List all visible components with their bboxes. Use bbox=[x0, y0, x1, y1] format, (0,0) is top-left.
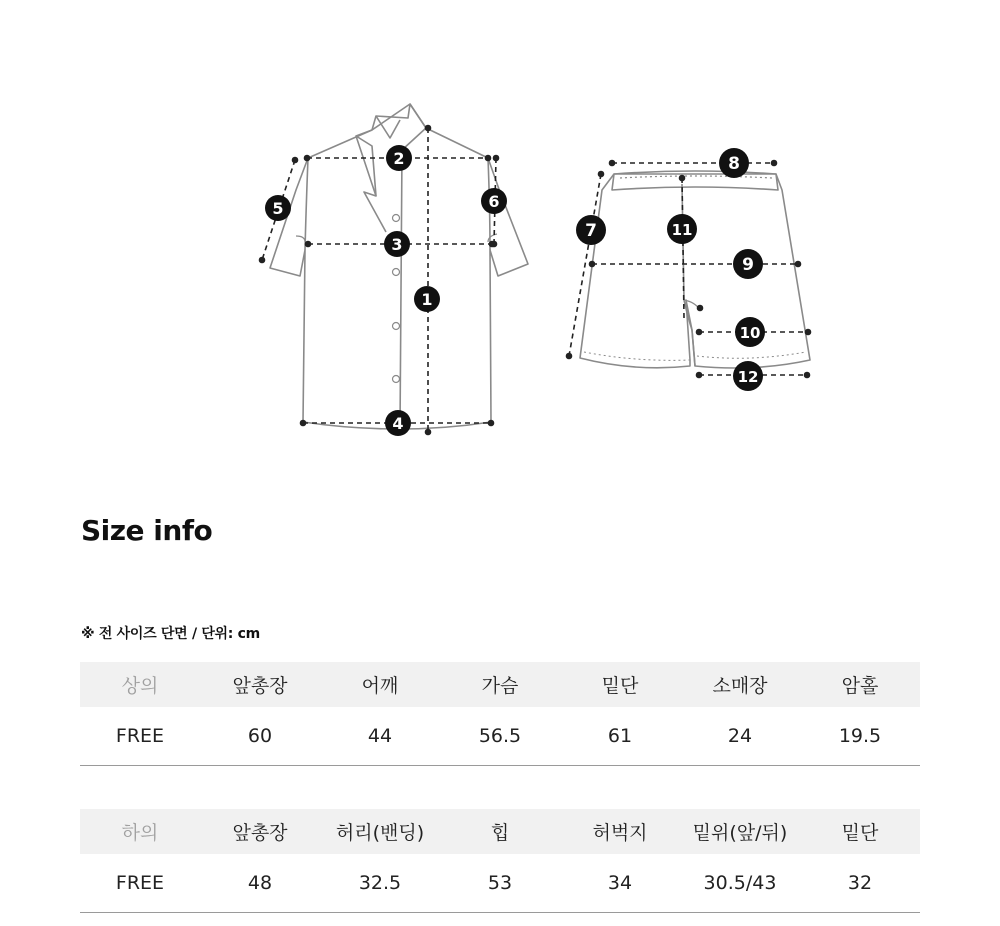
header-cell: 암홀 bbox=[841, 675, 879, 697]
header-cell: 상의 bbox=[121, 675, 159, 697]
table-header bbox=[80, 662, 920, 707]
table-header bbox=[80, 809, 920, 854]
header-cell: 밑위(앞/뒤) bbox=[692, 822, 788, 844]
header-cell: 밑단 bbox=[841, 822, 879, 844]
svg-text:12: 12 bbox=[737, 368, 759, 386]
header-cell: 가슴 bbox=[481, 675, 519, 697]
marker-6 bbox=[481, 188, 507, 214]
header-cell: 하의 bbox=[121, 822, 159, 844]
header-cell: 밑단 bbox=[601, 675, 639, 697]
header-cell: 소매장 bbox=[712, 675, 768, 697]
marker-1 bbox=[414, 286, 440, 312]
table-cell: 32 bbox=[847, 872, 873, 894]
svg-text:9: 9 bbox=[742, 255, 754, 275]
svg-text:5: 5 bbox=[272, 199, 284, 218]
top-size-table bbox=[80, 662, 920, 766]
header-cell: 허리(밴딩) bbox=[335, 822, 425, 844]
marker-7 bbox=[576, 215, 606, 245]
svg-text:2: 2 bbox=[393, 149, 405, 168]
table-cell: 30.5/43 bbox=[703, 872, 777, 894]
table-cell: 24 bbox=[727, 725, 753, 747]
table-cell: 56.5 bbox=[478, 725, 522, 747]
header-cell: 힙 bbox=[490, 822, 510, 844]
size-info-title: Size info bbox=[81, 514, 213, 547]
marker-5 bbox=[265, 195, 291, 221]
unit-note: ※ 전 사이즈 단면 / 단위: cm bbox=[81, 626, 260, 642]
svg-text:4: 4 bbox=[392, 414, 404, 433]
svg-text:7: 7 bbox=[585, 221, 597, 241]
table-row bbox=[80, 707, 920, 766]
marker-3 bbox=[384, 231, 410, 257]
table-cell: 48 bbox=[247, 872, 273, 894]
marker-10 bbox=[735, 317, 765, 347]
svg-text:6: 6 bbox=[488, 192, 500, 211]
svg-text:3: 3 bbox=[391, 235, 403, 254]
table-cell: 60 bbox=[247, 725, 273, 747]
table-cell: 34 bbox=[607, 872, 633, 894]
svg-text:11: 11 bbox=[671, 221, 693, 239]
shorts-illustration bbox=[580, 171, 810, 368]
header-cell: 허벅지 bbox=[592, 822, 648, 844]
table-cell: FREE bbox=[115, 872, 165, 894]
bottom-size-table bbox=[80, 809, 920, 913]
table-cell: FREE bbox=[115, 725, 165, 747]
table-cell: 32.5 bbox=[358, 872, 402, 894]
table-row bbox=[80, 854, 920, 913]
svg-text:10: 10 bbox=[739, 324, 761, 342]
table-cell: 19.5 bbox=[838, 725, 882, 747]
marker-9 bbox=[733, 249, 763, 279]
marker-11 bbox=[667, 214, 697, 244]
table-cell: 61 bbox=[607, 725, 633, 747]
svg-text:1: 1 bbox=[421, 290, 433, 309]
header-cell: 어깨 bbox=[361, 675, 399, 697]
marker-12 bbox=[733, 361, 763, 391]
table-cell: 53 bbox=[487, 872, 513, 894]
svg-text:8: 8 bbox=[728, 154, 740, 174]
header-cell: 앞총장 bbox=[232, 675, 288, 697]
marker-4 bbox=[385, 410, 411, 436]
header-cell: 앞총장 bbox=[232, 822, 288, 844]
table-cell: 44 bbox=[367, 725, 393, 747]
marker-8 bbox=[719, 148, 749, 178]
marker-2 bbox=[386, 145, 412, 171]
